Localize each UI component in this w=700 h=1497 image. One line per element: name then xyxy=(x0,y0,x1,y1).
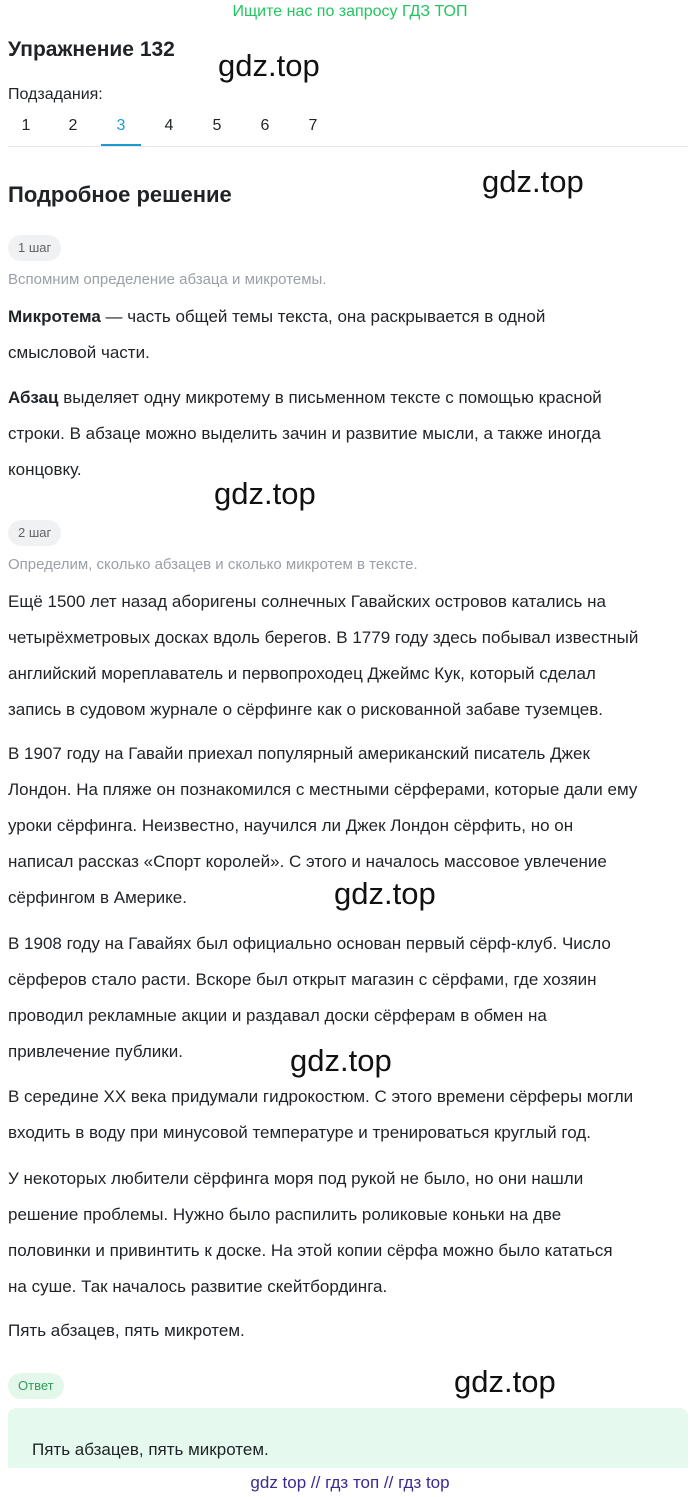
term: Абзац xyxy=(8,388,59,407)
top-banner[interactable]: Ищите нас по запросу ГДЗ ТОП xyxy=(232,3,468,20)
step-badge: 2 шаг xyxy=(8,520,61,546)
subtask-tab-5[interactable]: 5 xyxy=(212,117,222,134)
text-line: сёрфингом в Америке. xyxy=(8,888,187,907)
text-line: запись в судовом журнале о сёрфинге как о рискованной забаве туземцев. xyxy=(8,700,603,719)
subtask-tab-3[interactable]: 3 xyxy=(101,112,141,146)
text-line: решение проблемы. Нужно было распилить роликовые коньки на две xyxy=(8,1205,562,1224)
text-line: Ещё 1500 лет назад аборигены солнечных Гавайских островов катались на xyxy=(8,592,606,611)
subtask-tabs xyxy=(0,112,700,148)
conclusion: Пять абзацев, пять микротем. xyxy=(8,1321,245,1340)
watermark: gdz.top xyxy=(214,476,316,511)
text-line: В середине XX века придумали гидрокостюм. С этого времени сёрферы могли xyxy=(8,1087,634,1106)
text-paragraph xyxy=(8,584,688,728)
text-line: В 1907 году на Гавайи приехал популярный американский писатель Джек xyxy=(8,744,590,763)
answer-text: Пять абзацев, пять микротем. xyxy=(32,1440,269,1459)
section-title: Подробное решение xyxy=(8,182,232,207)
step-note: Определим, сколько абзацев и сколько микротем в тексте. xyxy=(8,556,418,573)
text-line: В 1908 году на Гавайях был официально основан первый сёрф-клуб. Число xyxy=(8,934,611,953)
watermark: gdz.top xyxy=(334,876,436,911)
text-line: сёрферов стало расти. Вскоре был открыт магазин с сёрфами, где хозяин xyxy=(8,970,597,989)
watermark: gdz.top xyxy=(218,48,320,83)
answer-badge: Ответ xyxy=(8,1373,64,1399)
definition-text: концовку. xyxy=(8,460,82,479)
text-line: четырёхметровых досках вдоль берегов. В 1779 году здесь побывал известный xyxy=(8,628,639,647)
text-line: У некоторых любители сёрфинга моря под рукой не было, но они нашли xyxy=(8,1169,584,1188)
text-line: Лондон. На пляже он познакомился с местными сёрферами, которые дали ему xyxy=(8,780,638,799)
watermark: gdz.top xyxy=(482,164,584,199)
watermark: gdz.top xyxy=(454,1364,556,1399)
definition-text: выделяет одну микротему в письменном тексте с помощью красной xyxy=(58,388,602,407)
step-badge: 1 шаг xyxy=(8,235,61,261)
text-line: проводил рекламные акции и раздавал доски сёрферам в обмен на xyxy=(8,1006,547,1025)
text-line: привлечение публики. xyxy=(8,1042,183,1061)
divider xyxy=(8,146,688,147)
definition-paragraph xyxy=(8,380,688,488)
text-line: на суше. Так началось развитие скейтбординга. xyxy=(8,1277,388,1296)
subtasks-label: Подзадания: xyxy=(8,86,103,103)
step-note: Вспомним определение абзаца и микротемы. xyxy=(8,271,327,288)
text-line: половинки и привинтить к доске. На этой копии сёрфа можно было кататься xyxy=(8,1241,613,1260)
footer-links[interactable]: gdz top // гдз топ // гдз top xyxy=(0,1468,700,1497)
definition-text: смысловой части. xyxy=(8,343,150,362)
text-line: уроки сёрфинга. Неизвестно, научился ли Джек Лондон сёрфить, но он xyxy=(8,816,574,835)
definition-text: строки. В абзаце можно выделить зачин и развитие мысли, а также иногда xyxy=(8,424,601,443)
text-line: входить в воду при минусовой температуре и тренироваться круглый год. xyxy=(8,1123,591,1142)
subtask-tab-7[interactable]: 7 xyxy=(308,117,318,134)
text-paragraph xyxy=(8,1079,688,1151)
text-line: написал рассказ «Спорт королей». С этого и началось массовое увлечение xyxy=(8,852,607,871)
definition-microtheme xyxy=(8,299,688,371)
subtask-tab-1[interactable]: 1 xyxy=(21,117,31,134)
definition-text: — часть общей темы текста, она раскрывается в одной xyxy=(100,307,546,326)
watermark: gdz.top xyxy=(290,1043,392,1078)
subtask-tab-6[interactable]: 6 xyxy=(260,117,270,134)
exercise-title: Упражнение 132 xyxy=(8,38,175,61)
term: Микротема xyxy=(8,307,101,326)
subtask-tab-2[interactable]: 2 xyxy=(68,117,78,134)
subtask-tab-4[interactable]: 4 xyxy=(164,117,174,134)
text-line: английский мореплаватель и первопроходец Джеймс Кук, который сделал xyxy=(8,664,596,683)
text-paragraph xyxy=(8,1161,688,1305)
